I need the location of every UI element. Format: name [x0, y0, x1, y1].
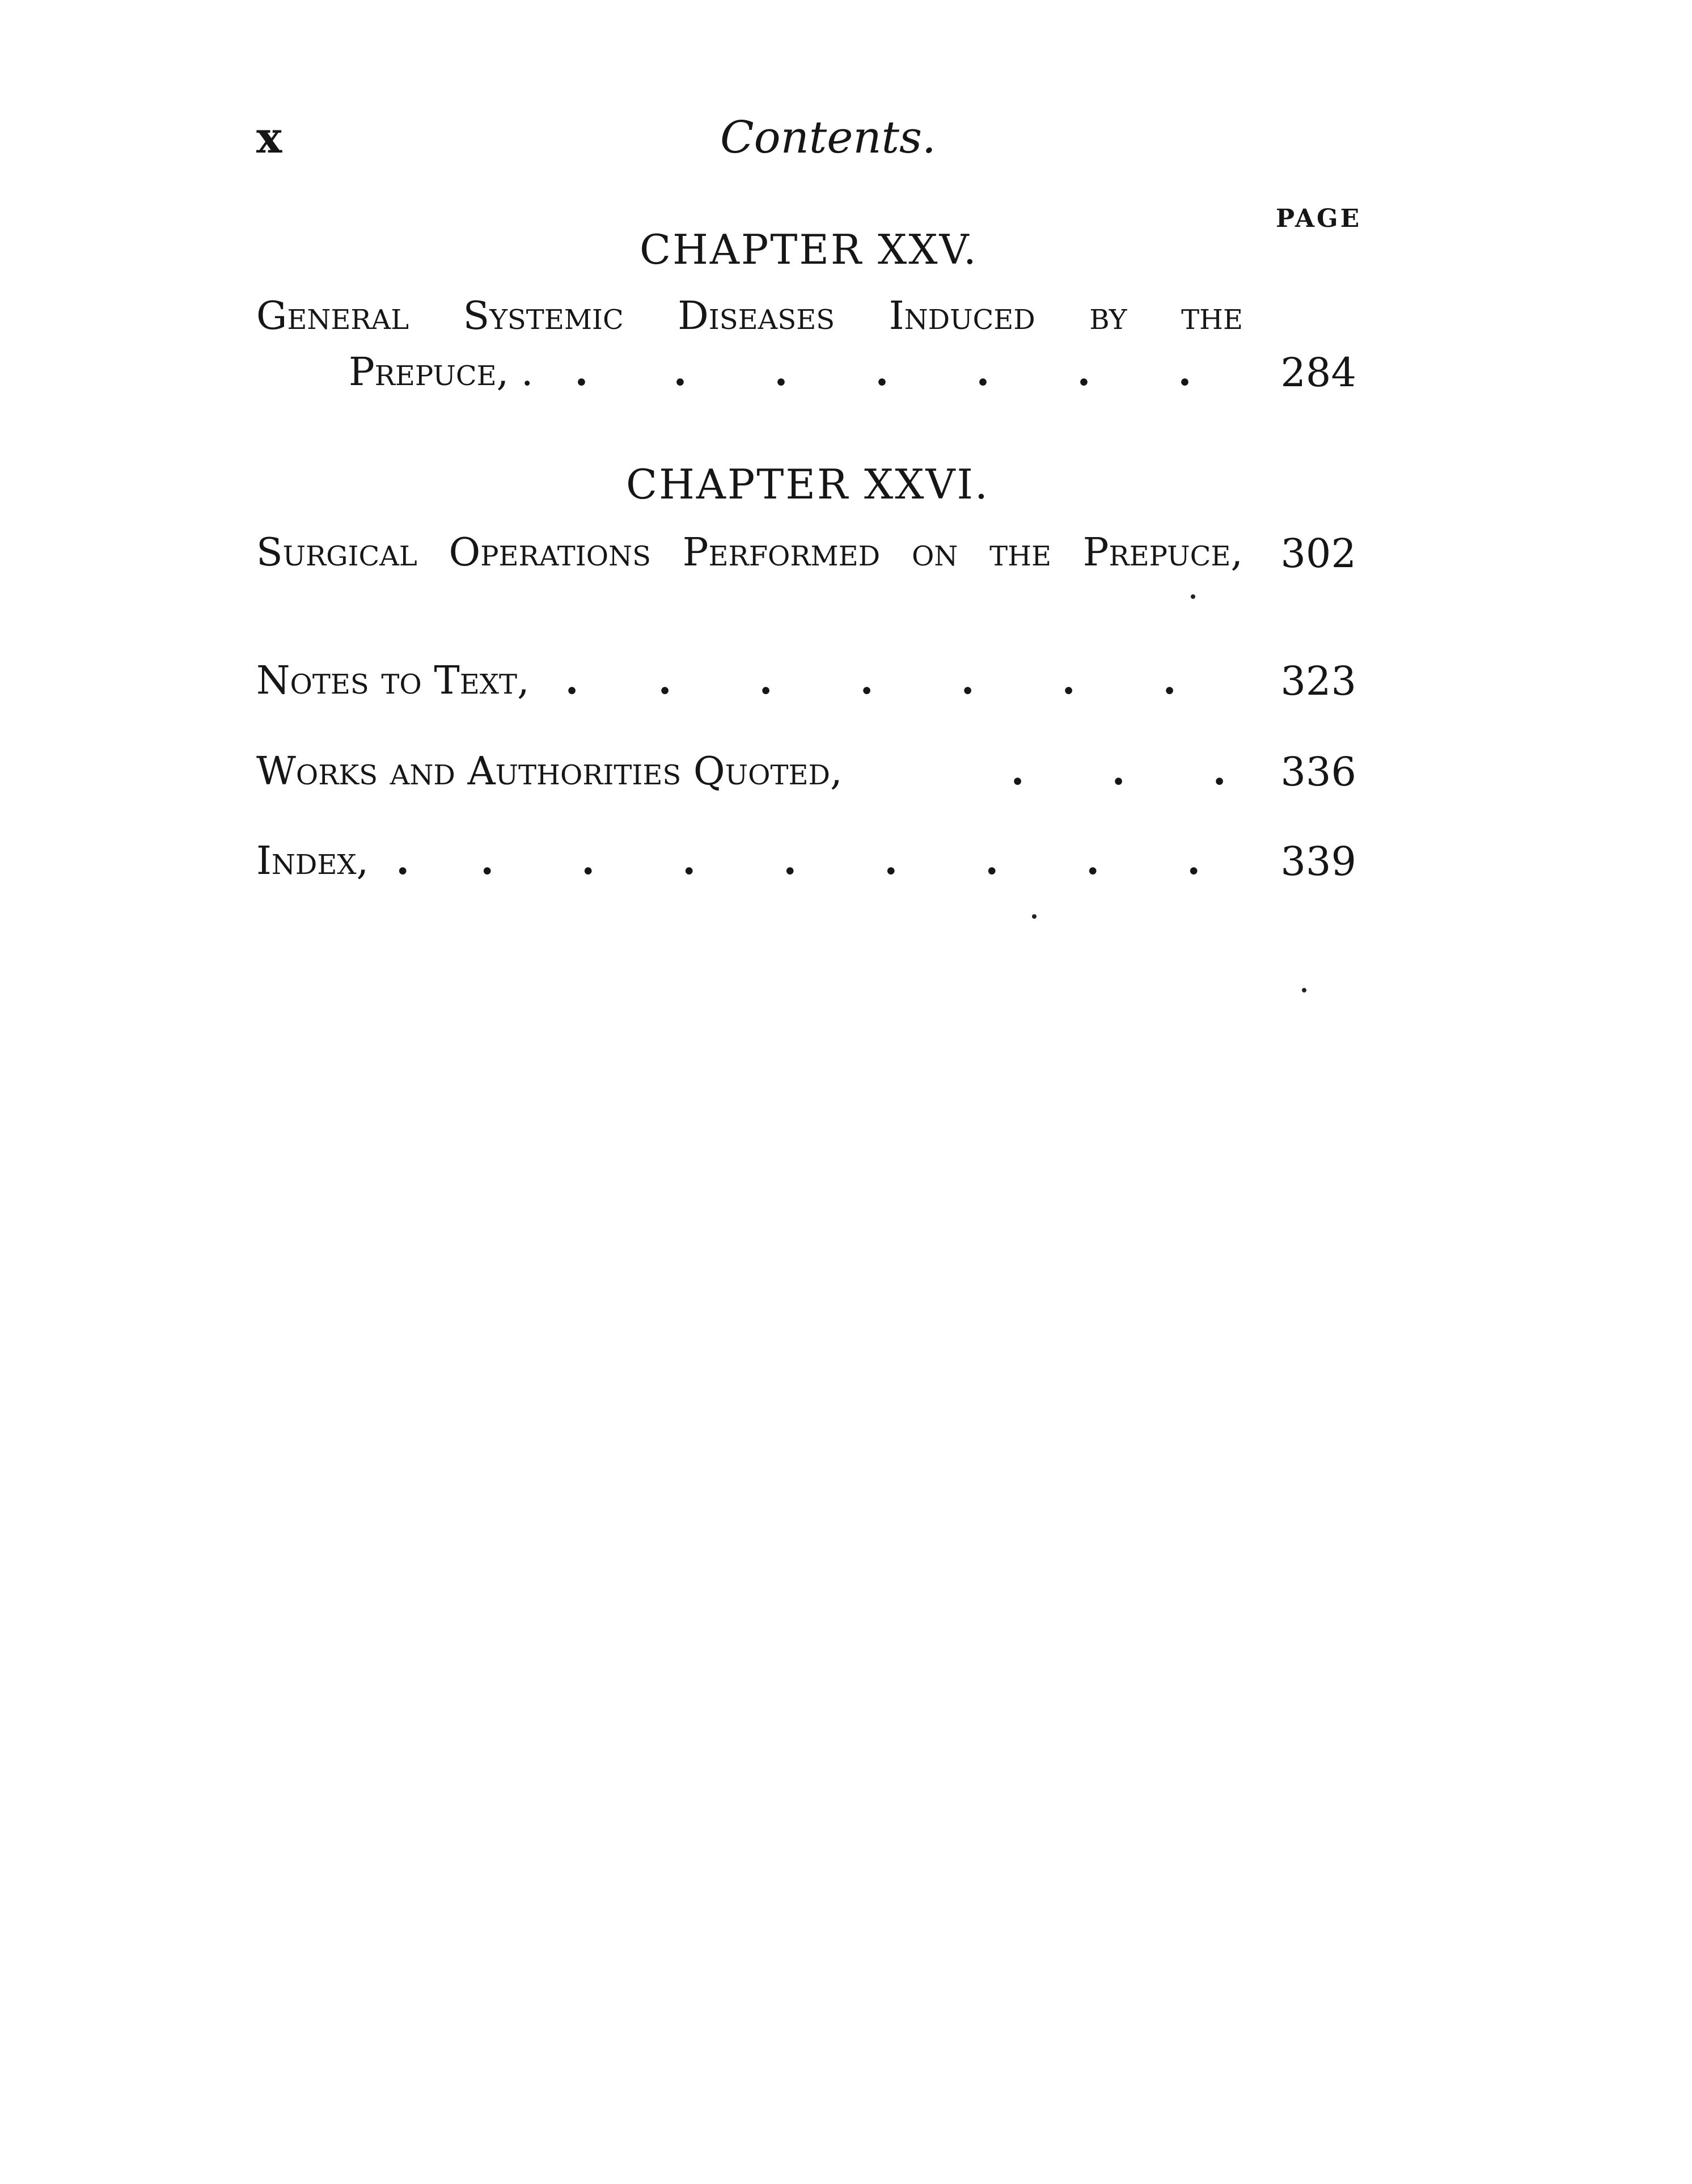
- toc-entry-index: [256, 838, 1244, 884]
- page-number-chapter-xxv: 284: [1280, 349, 1356, 396]
- print-speck: [1302, 988, 1306, 992]
- page-number-chapter-xxvi: 302: [1280, 530, 1356, 577]
- print-speck: [1191, 594, 1195, 599]
- entry-word: Performed: [682, 530, 881, 575]
- entry-label: Index,: [256, 839, 369, 884]
- entry-word: Systemic: [463, 294, 624, 339]
- entry-word: General: [256, 294, 409, 339]
- toc-entry-works-quoted: [256, 749, 1270, 794]
- dot-leaders: . . .: [1010, 749, 1226, 794]
- entry-word: on: [911, 530, 958, 575]
- entry-label: Prepuce, .: [349, 350, 534, 395]
- entry-word: Surgical: [256, 530, 417, 575]
- running-title: Contents.: [720, 112, 936, 163]
- entry-word: Prepuce,: [1082, 530, 1243, 575]
- entry-word: Induced: [889, 294, 1035, 339]
- page-number-index: 339: [1280, 838, 1356, 885]
- toc-entry-chapter-xxvi: [256, 530, 1243, 575]
- page-number-works-quoted: 336: [1280, 749, 1356, 795]
- entry-word: Diseases: [678, 294, 835, 339]
- page-column-label: PAGE: [1276, 204, 1362, 233]
- chapter-heading-xxv: CHAPTER XXV.: [640, 226, 978, 273]
- page-number-notes: 323: [1280, 658, 1356, 704]
- chapter-heading-xxvi: CHAPTER XXVI.: [626, 461, 989, 508]
- toc-entry-chapter-xxv-line2: [349, 349, 1235, 395]
- entry-word: Operations: [449, 530, 651, 575]
- toc-entry-chapter-xxv-line1: [256, 294, 1243, 339]
- page-numeral: x: [256, 112, 284, 163]
- entry-label: Works and Authorities Quoted,: [256, 749, 843, 794]
- entry-word: by: [1089, 294, 1127, 339]
- toc-entry-notes: [256, 658, 1220, 703]
- dot-leaders: . . . . . . .: [565, 658, 1177, 703]
- dot-leaders: . . . . . . . . .: [396, 838, 1201, 884]
- dot-leaders: . . . . . . .: [574, 349, 1192, 395]
- entry-word: the: [989, 530, 1051, 575]
- entry-label: Notes to Text,: [256, 658, 530, 703]
- print-speck: [1032, 914, 1037, 919]
- entry-word: the: [1181, 294, 1243, 339]
